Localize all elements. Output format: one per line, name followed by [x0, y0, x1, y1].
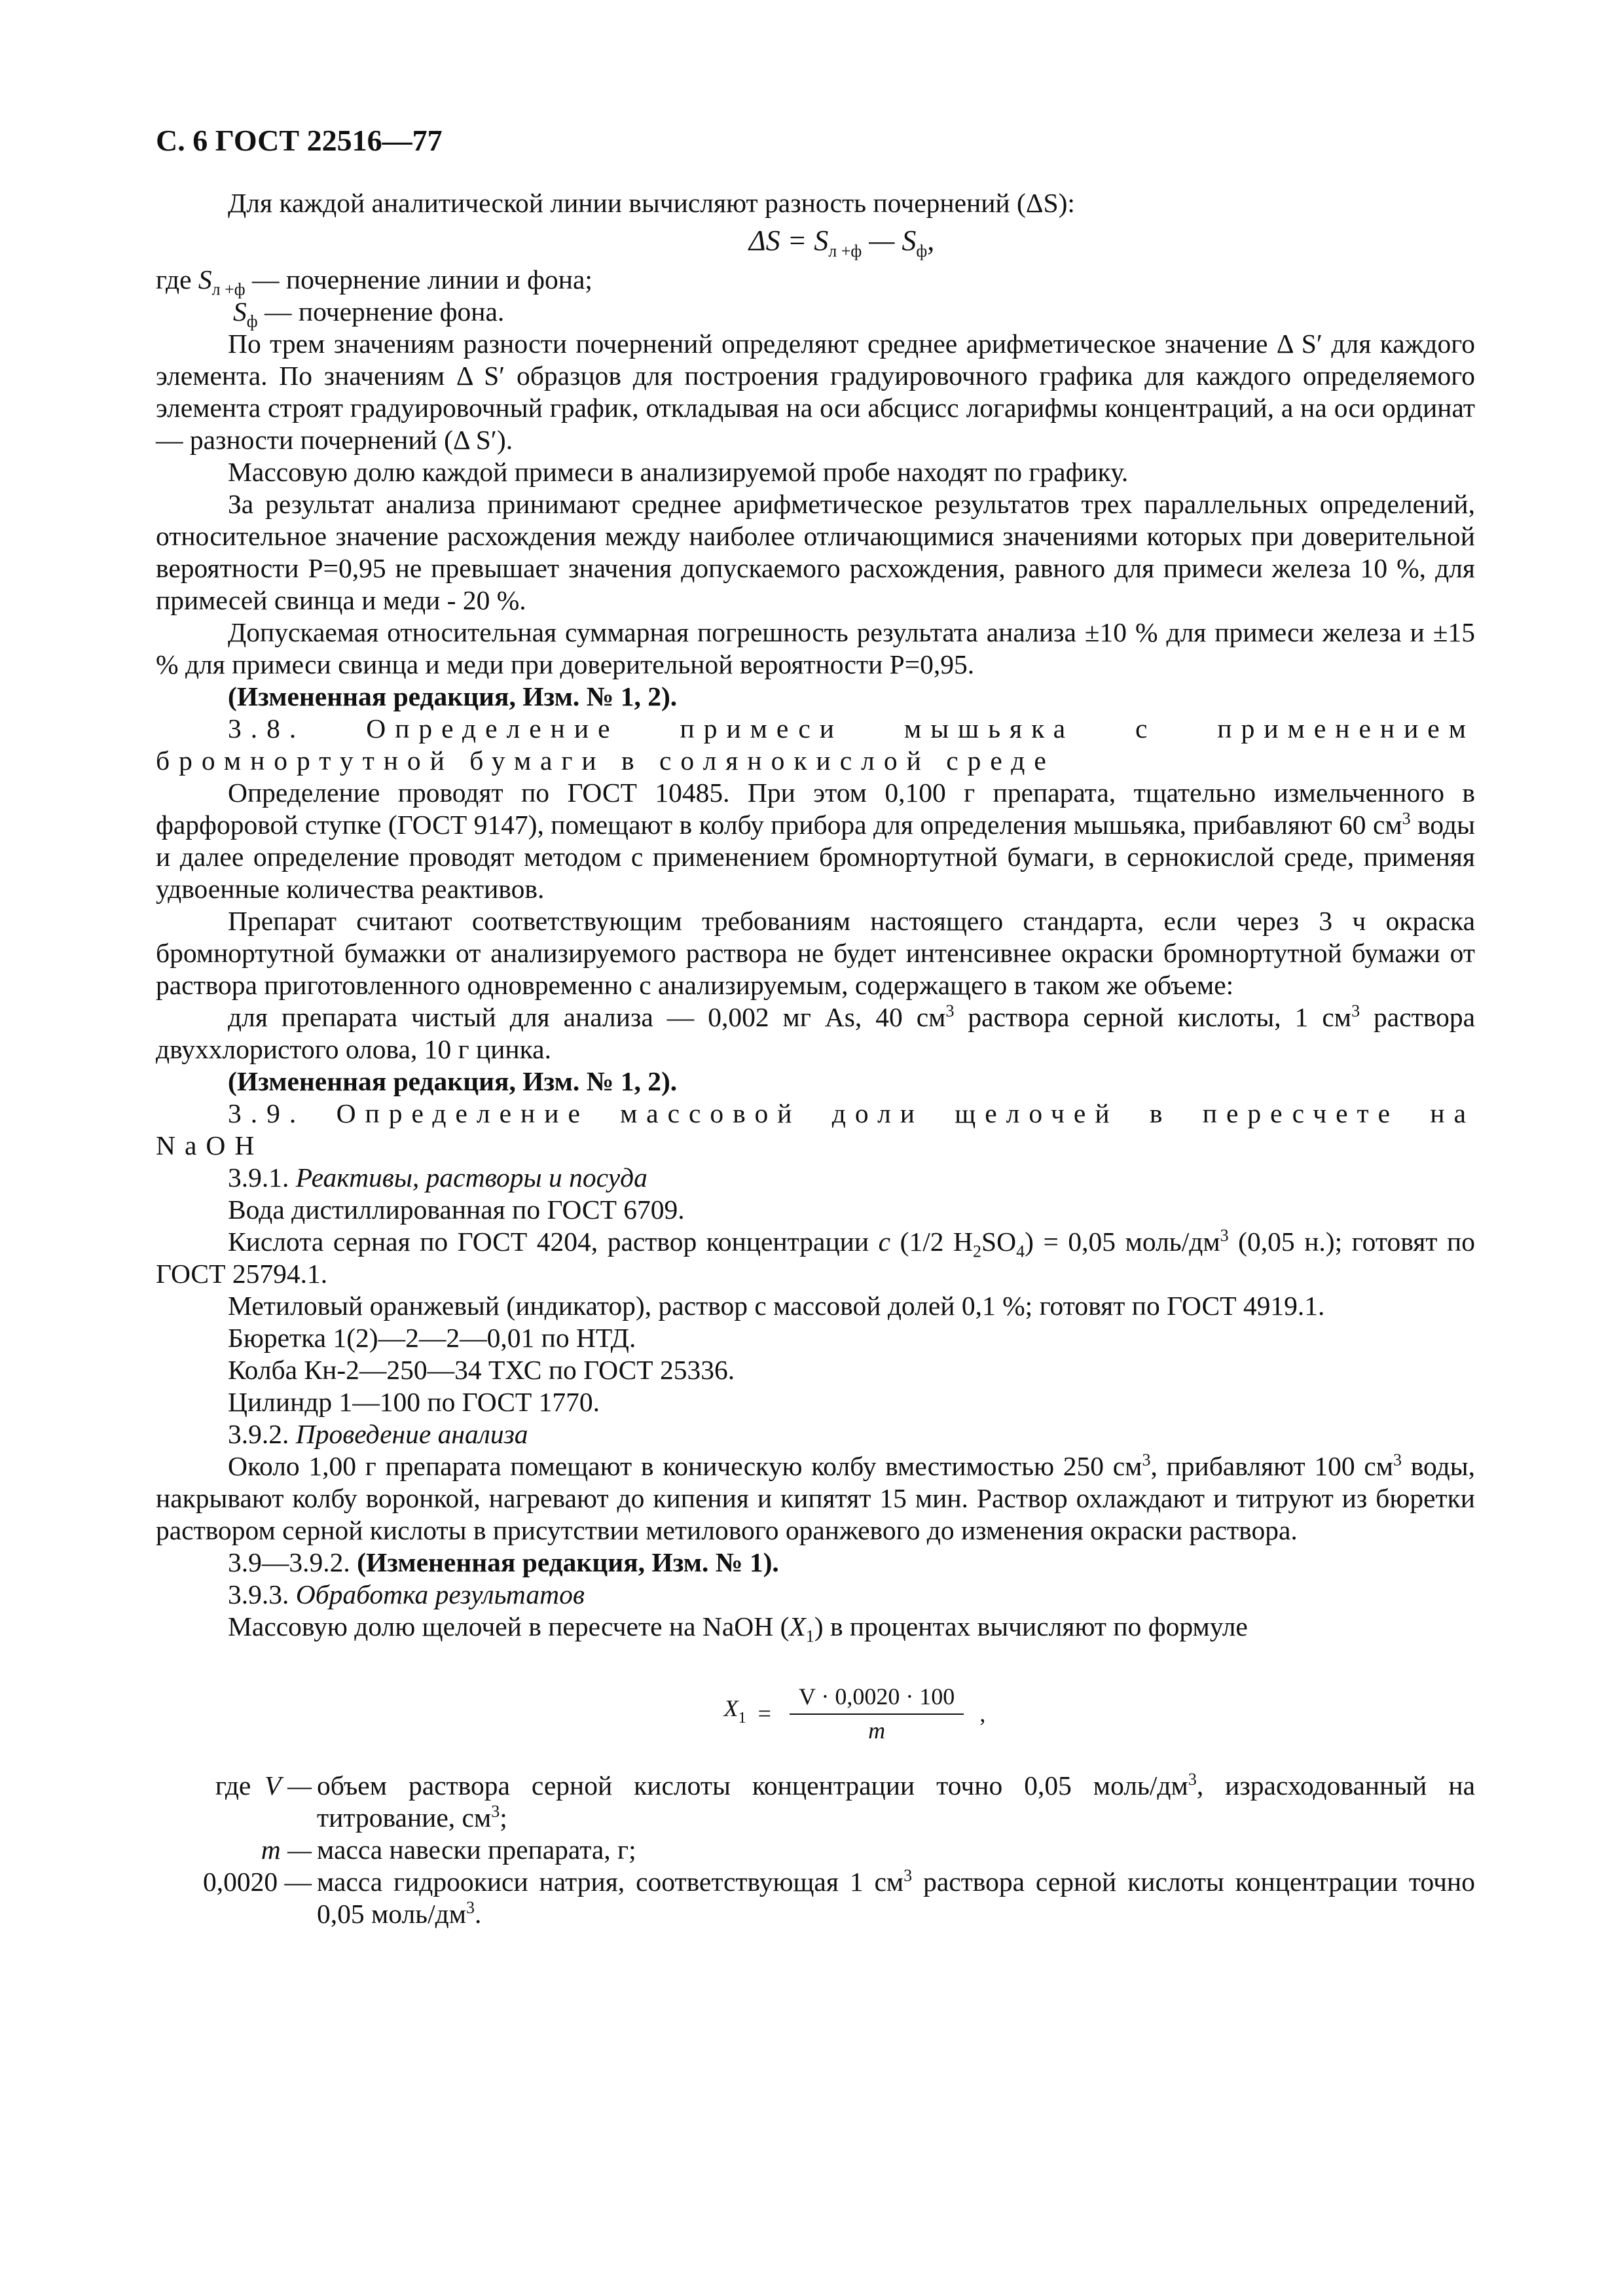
- definition-row: 0,0020 — масса гидроокиси натрия, соответствующая 1 $см^3$ раствора серной кислоты концентрации точно 0,05 моль/$дм^3$.: [203, 1866, 1475, 1929]
- paragraph: Допускаемая относительная суммарная погрешность результата анализа ±10 % для примеси железа и ±15 % для примеси свинца и меди при доверительной вероятности Р=0,95.: [156, 617, 1475, 679]
- paragraph: Определение проводят по ГОСТ 10485. При этом 0,100 г препарата, тщательно измельченного в фарфоровой ступке (ГОСТ 9147), помещают в колбу прибора для определения мышьяка, прибавляют 60 $см^3$ воды и далее определение проводят методом с применением бромнортутной бумаги, в сернокислой среде, применяя удвоенные количества реактивов.: [156, 778, 1475, 904]
- fraction: [790, 1683, 964, 1744]
- paragraph: Препарат считают соответствующим требованиям настоящего стандарта, если через 3 ч окраска бромнортутной бумажки от анализируемого раствора не будет интенсивнее окраски бромнортутной бумажи от раствора приготовленного одновременно с анализируемым, содержащего в таком же объеме:: [156, 906, 1475, 1000]
- paragraph: По трем значениям разности почернений определяют среднее арифметическое значение Δ S′ для каждого элемента. По значениям Δ S′ образцов для построения градуировочного графика для каждого определяемого элемента строят градуировочный график, откладывая на оси абсцисс логарифмы концентраций, а на оси ординат — разности почернений (Δ S′).: [156, 329, 1475, 455]
- paragraph: для препарата чистый для анализа — 0,002 мг As, 40 $см^3$ раствора серной кислоты, 1 $см^3$ раствора двуххлористого олова, 10 г цинка.: [156, 1001, 1475, 1064]
- section-heading-3-9: 3.9. Определение массовой доли щелочей в пересчете на NaOH: [156, 1098, 1475, 1160]
- definition-row: m — масса навески препарата, г;: [261, 1835, 636, 1865]
- subsection-heading-3-9-1: 3.9.1. Реактивы, растворы и посуда: [228, 1162, 647, 1193]
- paragraph: За результат анализа принимают среднее арифметическое результатов трех параллельных определений, относительное значение расхождения между наиболее отличающимися значениями которых при доверительной вероятности Р=0,95 не превышает значения допускаемого расхождения, равного для примеси железа 10 %, для примесей свинца и меди - 20 %.: [156, 489, 1475, 615]
- subsection-heading-3-9-3: 3.9.3. Обработка результатов: [228, 1579, 585, 1609]
- reagent-item: Колба Кн-2—250—34 ТХС по ГОСТ 25336.: [228, 1355, 735, 1385]
- document-body: [156, 187, 1475, 1930]
- reagent-item: Кислота серная по ГОСТ 4204, раствор концентрации c (1/2 $H_2SO_4) = 0,05$ моль/$дм^3$ (0,05 н.); готовят по ГОСТ 25794.1.: [156, 1226, 1476, 1289]
- fraction-numerator: V · 0,0020 · 100: [790, 1683, 964, 1715]
- paragraph: Массовую долю щелочей в пересчете на NaOH $(X_1)$ в процентах вычисляют по формуле: [228, 1611, 1248, 1646]
- subsection-heading-3-9-2: 3.9.2. Проведение анализа: [228, 1419, 528, 1449]
- reagent-item: Метиловый оранжевый (индикатор), раствор с массовой долей 0,1 %; готовят по ГОСТ 4919.1.: [228, 1291, 1325, 1321]
- page-header: С. 6 ГОСТ 22516—77: [156, 124, 443, 157]
- fraction-denominator: m: [868, 1717, 886, 1744]
- reagent-item: Бюретка 1(2)—2—2—0,01 по НТД.: [228, 1323, 636, 1353]
- where-line: где $S_{л +ф}$ — почернение линии и фона;: [156, 264, 593, 299]
- where-line: $S_ф$ — почернение фона.: [233, 296, 505, 331]
- reagent-item: Вода дистиллированная по ГОСТ 6709.: [228, 1194, 685, 1225]
- paragraph: Около 1,00 г препарата помещают в коническую колбу вместимостью 250 $см^3$, прибавляют 100 $см^3$ воды, накрывают колбу воронкой, нагревают до кипения и кипятят 15 мин. Раствор охлаждают и титруют из бюретки раствором серной кислоты в присутствии метилового оранжевого до изменения окраски раствора.: [156, 1450, 1475, 1545]
- revision-note: 3.9—3.9.2. (Измененная редакция, Изм. № 1).: [228, 1547, 779, 1577]
- definition-row: где V — объем раствора серной кислоты концентрации точно 0,05 моль/$дм^3$, израсходованный на титрование, $см^3$;: [215, 1770, 1475, 1833]
- formula-x1: $X_1$ = $\frac{V \cdot 0,0020 \cdot 100}{m}$ ,: [723, 1683, 986, 1744]
- revision-note: (Измененная редакция, Изм. № 1, 2).: [228, 1066, 678, 1096]
- formula-delta-s: $\Delta S = S_{л +ф}$ — $S_ф$,: [748, 224, 935, 260]
- variable-definitions: [156, 1770, 1475, 1930]
- reagent-item: Цилиндр 1—100 по ГОСТ 1770.: [228, 1387, 600, 1417]
- paragraph: Массовую долю каждой примеси в анализируемой пробе находят по графику.: [228, 457, 1129, 487]
- revision-note: (Измененная редакция, Изм. № 1, 2).: [228, 681, 678, 711]
- section-heading-3-8: 3.8. Определение примеси мышьяка с применением бромнортутной бумаги в солянокислой среде: [156, 713, 1475, 776]
- paragraph: Для каждой аналитической линии вычисляют разность почернений (ΔS):: [228, 188, 1075, 218]
